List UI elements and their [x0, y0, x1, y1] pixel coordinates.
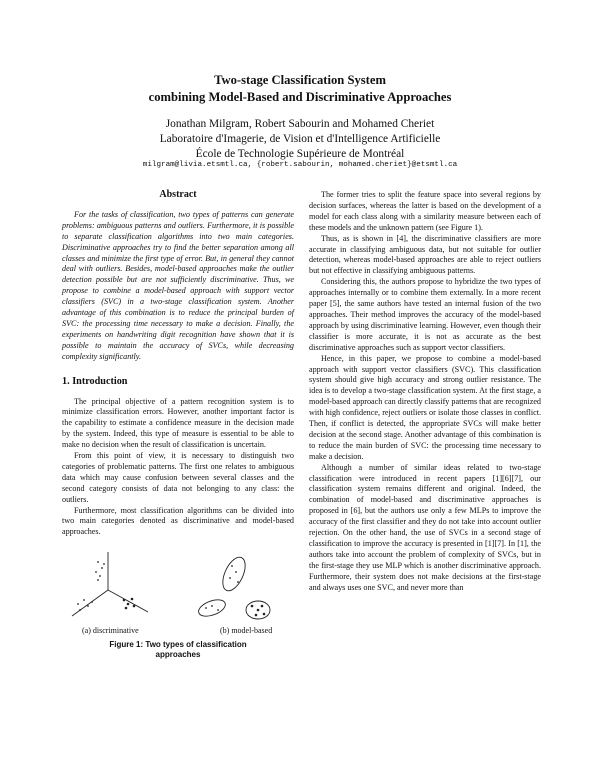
discriminative-points	[77, 561, 135, 611]
figure-caption-line-2: approaches	[155, 650, 201, 660]
intro-paragraph-3: Furthermore, most classification algorithms can be divided into two main categories denoted as discriminative and model-based approaches.	[62, 505, 294, 537]
figure-label-b: (b) model-based	[220, 626, 273, 636]
right-column	[309, 190, 541, 594]
right-paragraph-1: The former tries to split the feature space into several regions by decision surfaces, whereas the latter is based on the development of a model for each class along with a similarity measure between each of these models and the unknown pattern (see Figure 1).	[309, 190, 541, 232]
right-paragraph-2: Thus, as is shown in [4], the discriminative classifiers are more accurate in classifying ambiguous data, but not suitable for outlier detection, whereas model-based approaches are able to reject outliers but not effective in classifying ambiguous patterns.	[309, 233, 541, 276]
figure-label-a: (a) discriminative	[82, 626, 139, 636]
author-school: École de Technologie Supérieure de Montréal	[195, 148, 405, 160]
title-line-2: combining Model-Based and Discriminative Approaches	[148, 90, 452, 104]
author-lab: Laboratoire d'Imagerie, de Vision et d'Intelligence Artificielle	[159, 133, 441, 145]
left-column	[62, 190, 294, 662]
right-paragraph-5: Although a number of similar ideas related to two-stage classification were introduced in recent papers [1][6][7], our classification system remains different and original. Indeed, the combination of model-based and discriminative approaches is proposed in [6], but the authors use only a few MLPs to improve the accuracy of the first classifier and they do not take into account outlier rejection. On the other hand, the use of SVCs in a second stage of classification to improve the accuracy is presented in [1][7]. In [1], the authors take into account the problem of complexity of SVCs, but in the first-stage they use MLP which is another discriminative approach. Furthermore, their system does not make decisions at the first-stage and always uses one SVC, and never more than	[309, 462, 541, 592]
figure-caption-line-1: Figure 1: Two types of classification	[109, 640, 247, 650]
author-emails: milgram@livia.etsmtl.ca, {robert.sabourin, mohamed.cheriet}@etsmtl.ca	[142, 161, 458, 169]
discriminative-panel	[72, 552, 148, 616]
title-line-1: Two-stage Classification System	[214, 73, 386, 87]
author-names: Jonathan Milgram, Robert Sabourin and Mohamed Cheriet	[165, 118, 435, 130]
abstract-text: For the tasks of classification, two types of patterns can generate problems: ambiguous patterns and outliers. Furthermore, it is possible to separate classification algorithms into two main categories. Discriminative approaches try to find the better separation among all classes and minimize the first type of error. But, in general they cannot deal with outliers. Besides, model-based approaches make the outlier detection possible but are not sufficiently discriminative. Thus, we propose to combine a model-based approach with support vector classifiers (SVC) in a two-stage classification system. Another advantage of this combination is to reduce the principal burden of SVC: the processing time necessary to make a decision. Finally, the experiments on handwriting digit recognition have shown that it is possible to maintain the accuracy of SVCs, while decreasing complexity significantly.	[62, 209, 294, 361]
paper-title	[0, 72, 600, 106]
intro-paragraph-2: From this point of view, it is necessary to distinguish two categories of problematic patterns. The first one relates to ambiguous data which may cause confusion between several classes and the second category consists of data not belonging to any class: the outliers.	[62, 451, 294, 504]
right-paragraph-4: Hence, in this paper, we propose to combine a model-based approach with support vector classifiers (SVC). This classification system should give high accuracy and strong outlier resistance. The idea is to develop a two-stage classification system. At the first stage, a model-based approach can directly classify patterns that are recognized with high confidence, reject outliers or isolate those classes in conflict. Then, if conflict is detected, the appropriate SVCs will make better decision at the second stage. Another advantage of this combination is to reduce the main burden of SVC: the processing time necessary to make a decision.	[309, 353, 541, 461]
figure-1	[62, 544, 294, 662]
abstract-heading: Abstract	[159, 189, 197, 200]
intro-paragraph-1: The principal objective of a pattern recognition system is to minimize classification errors. However, another important factor is the capability to estimate a confidence measure in the decision made by the system. Indeed, this type of measure is essential to be able to make no decision when the result of classification is uncertain.	[62, 396, 294, 450]
figure-caption	[62, 640, 294, 660]
right-paragraph-3: Considering this, the authors propose to hybridize the two types of approaches internally or to combine them externally. In a more recent paper [5], the same authors have tested an internal fusion of the two approaches. Their method improves the accuracy of the model-based approach by using discriminative learning. However, even though their classifier is more accurate, it is not as accurate as the best discriminative approaches such as support vector classifiers.	[309, 277, 541, 352]
section-heading-introduction: 1. Introduction	[62, 375, 128, 387]
model-based-points	[205, 565, 265, 616]
author-block	[0, 117, 600, 162]
